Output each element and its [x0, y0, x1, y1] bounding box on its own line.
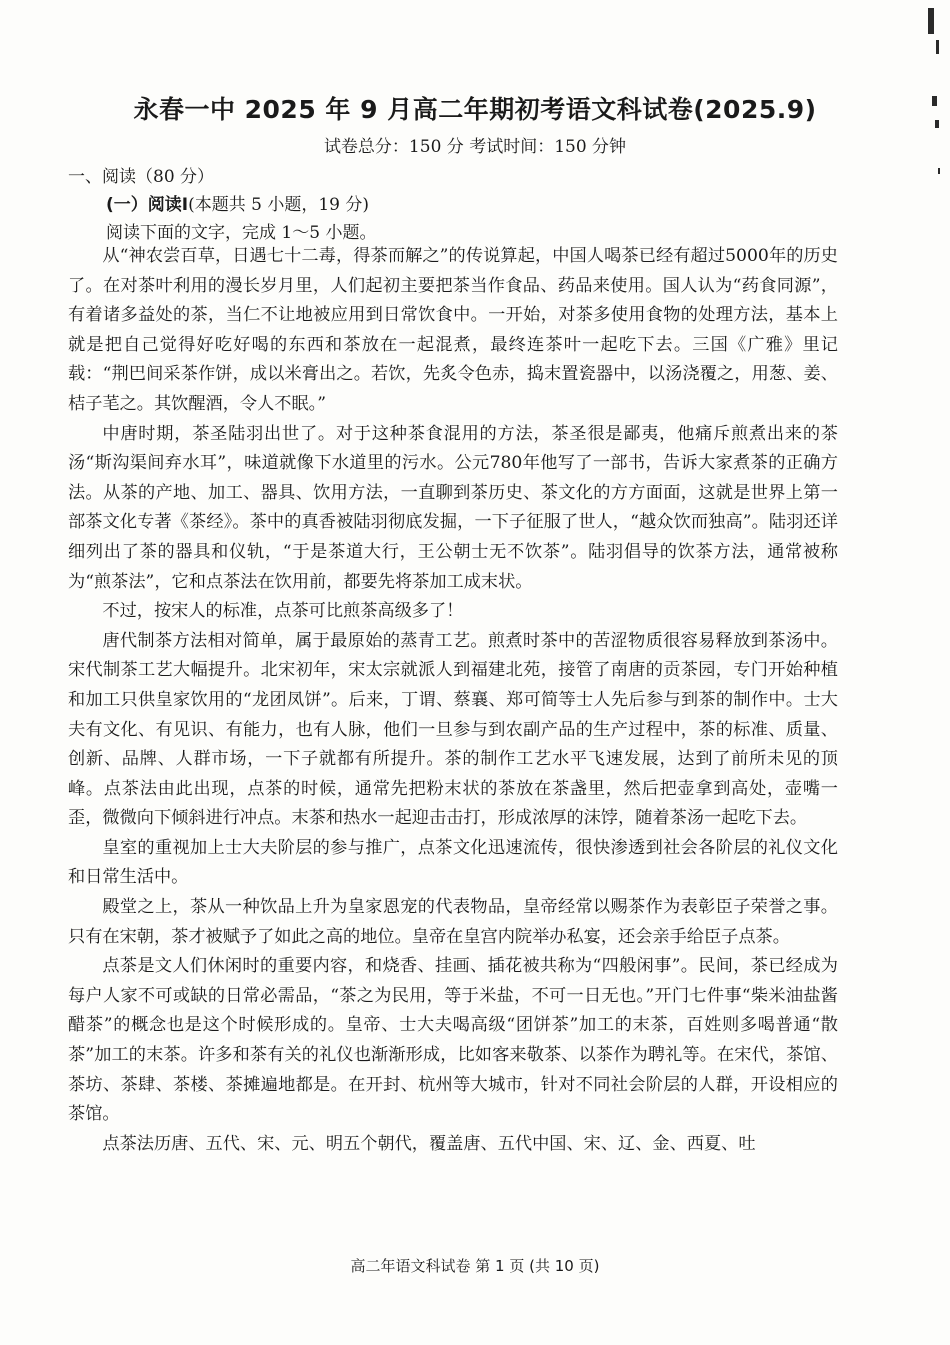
passage-paragraph: 从“神农尝百草，日遇七十二毒，得茶而解之”的传说算起，中国人喝茶已经有超过5000年的历史了。在对茶叶利用的漫长岁月里，人们起初主要把茶当作食品、药品来使用。国人认为“药食同源”，有着诸多益处的茶，当仁不让地被应用到日常饮食中。一开始，对茶多使用食物的处理方法，基本上就是把自己觉得好吃好喝的东西和茶放在一起混煮，最终连茶叶一起吃下去。三国《广雅》里记载：“荆巴间采茶作饼，成以米膏出之。若饮，先炙令色赤，捣末置瓷器中，以汤浇覆之，用葱、姜、桔子芼之。其饮醒酒，令人不眠。” [68, 246, 838, 414]
passage-paragraph: 殿堂之上，茶从一种饮品上升为皇家恩宠的代表物品，皇帝经常以赐茶作为表彰臣子荣誉之事。只有在宋朝，茶才被赋予了如此之高的地位。皇帝在皇宫内院举办私宴，还会亲手给臣子点茶。 [68, 897, 838, 947]
passage-paragraph: 中唐时期，茶圣陆羽出世了。对于这种茶食混用的方法，茶圣很是鄙夷，他痛斥煎煮出来的茶汤“斯沟渠间弃水耳”，味道就像下水道里的污水。公元780年他写了一部书，告诉大家煮茶的正确方法。从茶的产地、加工、器具、饮用方法，一直聊到茶历史、茶文化的方方面面，这就是世界上第一部茶文化专著《茶经》。茶中的真香被陆羽彻底发掘，一下子征服了世人，“越众饮而独高”。陆羽还详细列出了茶的器具和仪轨，“于是茶道大行，王公朝士无不饮茶”。陆羽倡导的饮茶方法，通常被称为“煎茶法”，它和点茶法在饮用前，都要先将茶加工成末状。 [68, 423, 838, 592]
scan-artifact [936, 40, 939, 54]
passage-paragraph: 点茶法历唐、五代、宋、元、明五个朝代，覆盖唐、五代中国、宋、辽、金、西夏、吐 [102, 1133, 756, 1154]
sub-section-detail: (本题共 5 小题，19 分) [188, 195, 370, 215]
scan-artifact [932, 96, 937, 106]
passage-paragraph: 点茶是文人们休闲时的重要内容，和烧香、挂画、插花被共称为“四般闲事”。民间，茶已经成为每户人家不可或缺的日常必需品，“茶之为民用，等于米盐，不可一日无也。”开门七件事“柴米油盐酱醋茶”的概念也是这个时候形成的。皇帝、士大夫喝高级“团饼茶”加工的末茶，百姓则多喝普通“散茶”加工的末茶。许多和茶有关的礼仪也渐渐形成，比如客来敬茶、以茶作为聘礼等。在宋代，茶馆、茶坊、茶肆、茶楼、茶摊遍地都是。在开封、杭州等大城市，针对不同社会阶层的人群，开设相应的茶馆。 [68, 956, 838, 1125]
sub-section-label: (一）阅读Ⅰ [106, 195, 189, 215]
page-title: 永春一中 2025 年 9 月高二年期初考语文科试卷(2025.9) [133, 95, 817, 124]
scan-artifact [935, 120, 939, 128]
passage-paragraph: 唐代制茶方法相对简单，属于最原始的蒸青工艺。煎煮时茶中的苦涩物质很容易释放到茶汤中。宋代制茶工艺大幅提升。北宋初年，宋太宗就派人到福建北苑，接管了南唐的贡茶园，专门开始种植和加工只供皇家饮用的“龙团凤饼”。后来，丁谓、蔡襄、郑可简等士人先后参与到茶的制作中。士大夫有文化、有见识、有能力，也有人脉，他们一旦参与到农副产品的生产过程中，茶的标准、质量、创新、品牌、人群市场，一下子就都有所提升。茶的制作工艺水平飞速发展，达到了前所未见的顶峰。点茶法由此出现，点茶的时候，通常先把粉末状的茶放在茶盏里，然后把壶拿到高处，壶嘴一歪，微微向下倾斜进行冲点。末茶和热水一起迎击击打，形成浓厚的沫饽，随着茶汤一起吃下去。 [68, 630, 838, 829]
page-footer: 高二年语文科试卷 第 1 页 (共 10 页) [350, 1257, 600, 1275]
passage-paragraph: 不过，按宋人的标准，点茶可比煎茶高级多了！ [102, 601, 464, 622]
sub-section-heading [106, 190, 369, 215]
passage-paragraph: 皇室的重视加上士大夫阶层的参与推广，点茶文化迅速流传，很快渗透到社会各阶层的礼仪文化和日常生活中。 [68, 837, 838, 888]
scan-artifact [938, 168, 940, 174]
reading-instruction: 阅读下面的文字，完成 1～5 小题。 [106, 223, 377, 243]
scan-artifact [928, 8, 934, 34]
exam-info: 试卷总分：150 分 考试时间：150 分钟 [323, 137, 627, 157]
section-heading: 一、阅读（80 分） [68, 167, 215, 187]
reading-passage [68, 242, 838, 1159]
